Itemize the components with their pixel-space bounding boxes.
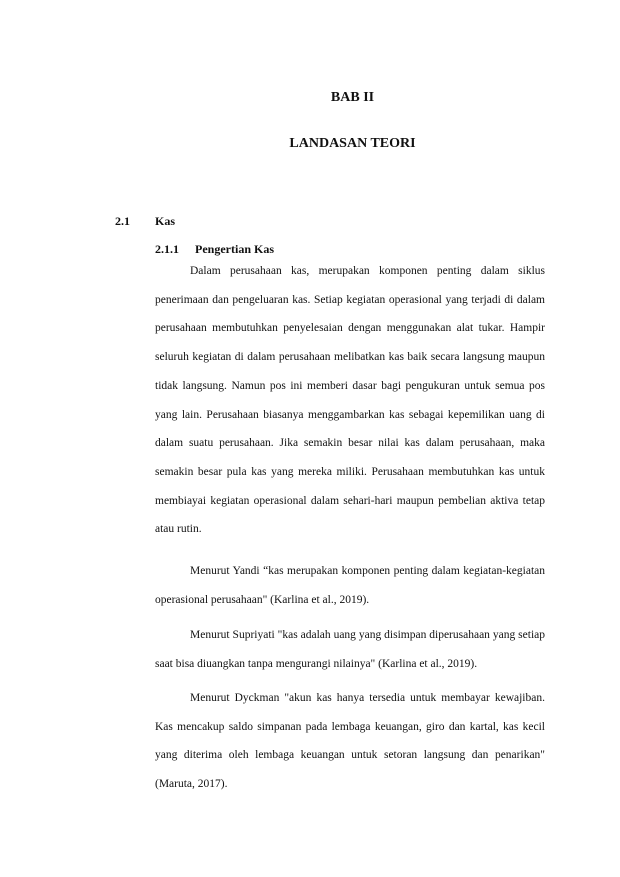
paragraph-definition: Dalam perusahaan kas, merupakan komponen penting dalam siklus penerimaan dan pengeluaran kas. Setiap kegiatan operasional yang terjadi di dalam perusahaan membutuhkan penyelesaian dengan menggunakan alat tukar. Hampir seluruh kegiatan di dalam perusahaan melibatkan kas baik secara langsung maupun tidak langsung. Namun pos ini memberi dasar bagi pengukuran untuk semua pos yang lain. Perusahaan biasanya menggambarkan kas sebagai kepemilikan uang di dalam suatu perusahaan. Jika semakin besar nilai kas dalam perusahaan, maka semakin besar pula kas yang mereka miliki. Perusahaan membutuhkan kas untuk membiayai kegiatan operasional dalam sehari-hari maupun pembelian aktiva tetap atau rutin. xyxy=(155,265,545,536)
chapter-heading: BAB II xyxy=(330,90,375,105)
subsection-title: Pengertian Kas xyxy=(195,242,274,256)
paragraph-dyckman: Menurut Dyckman "akun kas hanya tersedia untuk membayar kewajiban. Kas mencakup saldo simpanan pada lembaga keuangan, giro dan kartal, kas kecil yang diterima oleh lembaga keuangan untuk setoran langsung dan penarikan" (Maruta, 2017). xyxy=(155,692,545,791)
chapter-title: LANDASAN TEORI xyxy=(289,136,416,151)
section-title: Kas xyxy=(155,214,176,228)
subsection-number: 2.1.1 xyxy=(155,242,179,256)
paragraph-yandi: Menurut Yandi “kas merupakan komponen penting dalam kegiatan-kegiatan operasional perusahaan" (Karlina et al., 2019). xyxy=(155,565,545,606)
section-number: 2.1 xyxy=(115,214,130,228)
paragraph-supriyati: Menurut Supriyati "kas adalah uang yang disimpan diperusahaan yang setiap saat bisa diuangkan tanpa mengurangi nilainya" (Karlina et al., 2019). xyxy=(155,629,545,670)
